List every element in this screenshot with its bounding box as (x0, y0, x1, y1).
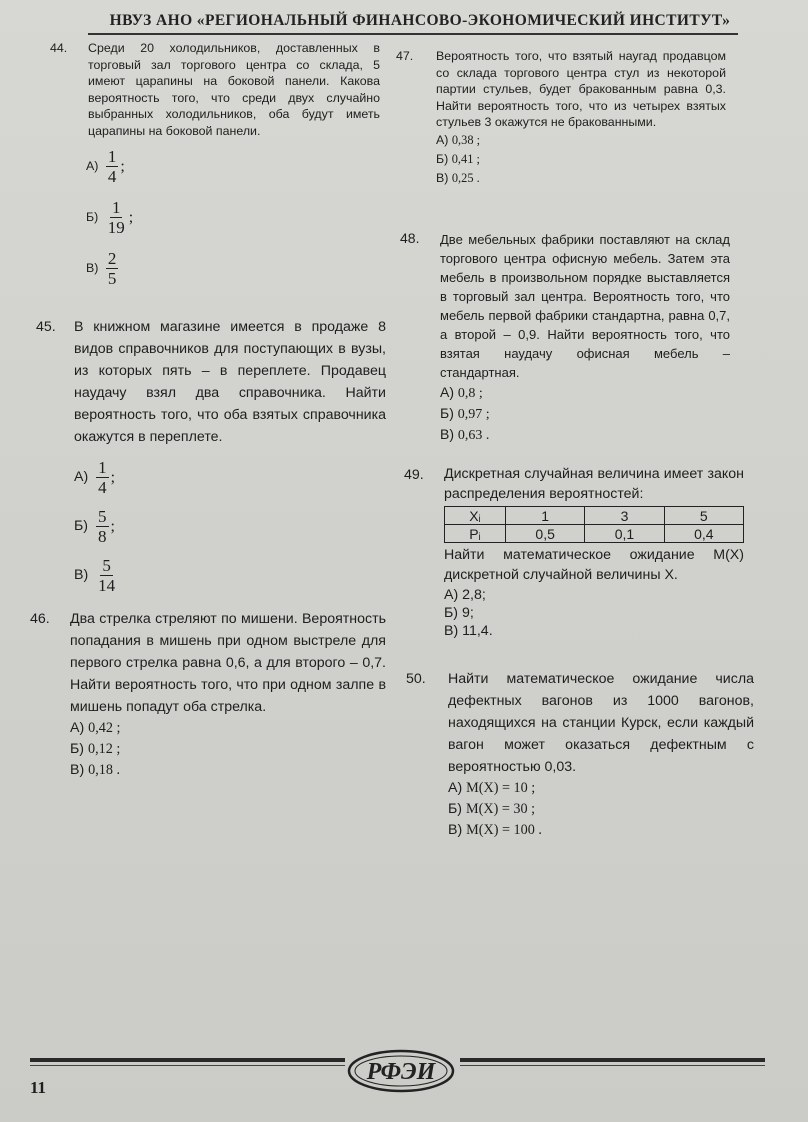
option-value: 0,25 . (451, 170, 480, 185)
question-46 (30, 608, 386, 779)
option-label: В) (448, 822, 463, 838)
option-label: В) (440, 426, 454, 442)
answer-option (70, 741, 386, 758)
option-label: В) (70, 762, 85, 778)
question-text: Вероятность того, что взятый наугад продавцом со склада торгового центра стул из некоторой партии стульев, будет бракованным равна 0,3. Найти вероятность того, что из четырех взятых стульев 3 окажутся не бракованными. (436, 49, 726, 129)
answer-option (444, 623, 744, 639)
answer-option (436, 171, 726, 186)
option-label: А) (74, 469, 89, 486)
answer-option (440, 384, 730, 402)
fraction-numerator: 1 (107, 147, 117, 166)
fraction (106, 249, 119, 288)
table-cell: 5 (664, 507, 743, 525)
fraction-denominator: 5 (107, 269, 117, 288)
table-cell: 0,4 (664, 525, 743, 543)
fraction-denominator: 4 (98, 478, 107, 497)
table-cell: 1 (506, 507, 585, 525)
table-cell: 0,5 (506, 525, 585, 543)
option-label: В) (74, 567, 89, 584)
fraction-numerator: 1 (98, 458, 107, 477)
option-label: Б) (440, 405, 454, 421)
option-value: 0,41 ; (451, 151, 480, 166)
option-suffix: ; (110, 468, 116, 486)
question-text: В книжном магазине имеется в продаже 8 видов справочников для поступающих в вузы, из которых пять – в переплете. Продавец наудачу взял два справочника. Найти вероятность того, что оба взятых справочника окажутся в переплете. (74, 319, 386, 445)
fraction-numerator: 1 (111, 198, 121, 217)
answer-option (448, 780, 754, 797)
answer-option (86, 198, 380, 237)
option-value: M(X) = 100 . (466, 822, 542, 838)
answer-option (436, 152, 726, 167)
option-value: 0,63 . (457, 428, 490, 443)
answer-option (444, 587, 744, 603)
option-label: Б) (436, 151, 449, 166)
fraction-denominator: 14 (98, 576, 116, 595)
question-text: Среди 20 холодильников, доставленных в торговый зал торгового центра со склада, 5 имеют царапины на боковой панели. Какова вероятность того, что среди двух случайно выбранных холодильников, оба будут иметь царапины на боковой панели. (88, 41, 380, 138)
answer-option (74, 507, 386, 546)
option-label: А) (86, 158, 99, 173)
fraction-denominator: 4 (107, 167, 117, 186)
question-text-after: Найти математическое ожидание M(X) дискретной случайной величины X. (444, 547, 744, 583)
option-value: 0,38 ; (451, 132, 481, 147)
footer-rule (460, 1058, 765, 1062)
answer-option (86, 147, 380, 186)
question-number: 46. (30, 611, 50, 627)
question-text: Найти математическое ожидание числа дефектных вагонов из 1000 вагонов, находящихся на станции Курск, если каждый вагон может оказаться дефектным с вероятностью 0,03. (448, 671, 754, 775)
answer-option (448, 822, 754, 839)
fraction (106, 198, 127, 237)
option-value: 0,18 . (88, 762, 121, 778)
question-text: Дискретная случайная величина имеет закон распределения вероятностей: (444, 466, 744, 502)
question-49 (404, 464, 744, 639)
option-label: Б) (70, 741, 85, 757)
answer-option (70, 720, 386, 737)
option-label: А) (448, 780, 463, 796)
question-text: Два стрелка стреляют по мишени. Вероятность попадания в мишень при одном выстреле для первого стрелка равна 0,6, а для второго – 0,7. Найти вероятность того, что при одном залпе в мишень попадут оба стрелка. (70, 611, 386, 715)
header-rule (88, 33, 738, 35)
answer-option (444, 605, 744, 621)
option-label: А) (436, 132, 449, 147)
footer-rule (460, 1065, 765, 1066)
option-value: 0,12 ; (88, 741, 121, 757)
question-number: 47. (396, 49, 414, 63)
question-number: 48. (400, 230, 420, 246)
fraction (96, 458, 109, 497)
distribution-table (444, 506, 744, 543)
answer-option (440, 405, 730, 423)
option-suffix: ; (128, 208, 134, 226)
answer-option (440, 426, 730, 444)
footer-rule (30, 1065, 345, 1066)
fraction-denominator: 8 (98, 527, 107, 546)
option-value: 2,8; (462, 587, 486, 603)
option-label: Б) (86, 209, 99, 224)
table-cell: 3 (585, 507, 664, 525)
institute-logo-icon (345, 1046, 457, 1096)
option-label: В) (436, 170, 449, 185)
question-48 (400, 230, 730, 444)
table-cell: Pᵢ (445, 525, 506, 543)
answer-option (86, 249, 380, 288)
answer-option (74, 458, 386, 497)
option-suffix: ; (120, 157, 125, 175)
footer-rule (30, 1058, 345, 1062)
question-45 (36, 316, 386, 595)
fraction-numerator: 5 (98, 507, 107, 526)
question-number: 44. (50, 41, 68, 55)
fraction-denominator: 19 (107, 218, 125, 237)
logo-text: РФЭИ (366, 1059, 436, 1085)
question-50 (406, 668, 754, 839)
option-label: В) (444, 623, 459, 639)
fraction (96, 556, 117, 595)
option-value: 11,4. (462, 623, 493, 639)
fraction (106, 147, 119, 186)
question-44 (50, 40, 380, 288)
option-value: 0,97 ; (457, 407, 490, 422)
fraction-numerator: 2 (107, 249, 117, 268)
option-value: M(X) = 30 ; (466, 801, 536, 817)
page-header: НВУЗ АНО «РЕГИОНАЛЬНЫЙ ФИНАНСОВО-ЭКОНОМИЧЕСКИЙ ИНСТИТУТ» (109, 12, 731, 29)
fraction (96, 507, 109, 546)
question-47 (396, 48, 726, 186)
option-label: Б) (444, 605, 459, 621)
answer-option (74, 556, 386, 595)
option-value: 0,42 ; (88, 720, 121, 736)
table-cell: 0,1 (585, 525, 664, 543)
option-suffix: ; (110, 517, 115, 535)
question-number: 45. (36, 319, 56, 335)
option-label: А) (444, 587, 459, 603)
table-row (445, 507, 744, 525)
option-value: 0,8 ; (457, 386, 483, 401)
option-value: M(X) = 10 ; (466, 780, 536, 796)
option-label: А) (70, 720, 85, 736)
option-label: Б) (74, 518, 89, 535)
table-cell: Xᵢ (445, 507, 506, 525)
option-label: Б) (448, 801, 463, 817)
question-number: 50. (406, 671, 426, 687)
option-value: 9; (462, 605, 474, 621)
question-text: Две мебельных фабрики поставляют на склад торгового центра офисную мебель. Затем эта мебель в произвольном порядке выставляется в торговый зал центра. Вероятность того, что мебель первой фабрики стандартна, равна 0,7, а второй – 0,9. Найти вероятность того, что взятая наудачу офисная мебель – стандартная. (440, 232, 730, 380)
answer-option (70, 762, 386, 779)
option-label: В) (86, 260, 99, 275)
answer-option (436, 133, 726, 148)
table-row (445, 525, 744, 543)
option-label: А) (440, 384, 454, 400)
question-number: 49. (404, 467, 424, 483)
page-number: 11 (30, 1078, 47, 1097)
answer-option (448, 801, 754, 818)
fraction-numerator: 5 (102, 556, 111, 575)
